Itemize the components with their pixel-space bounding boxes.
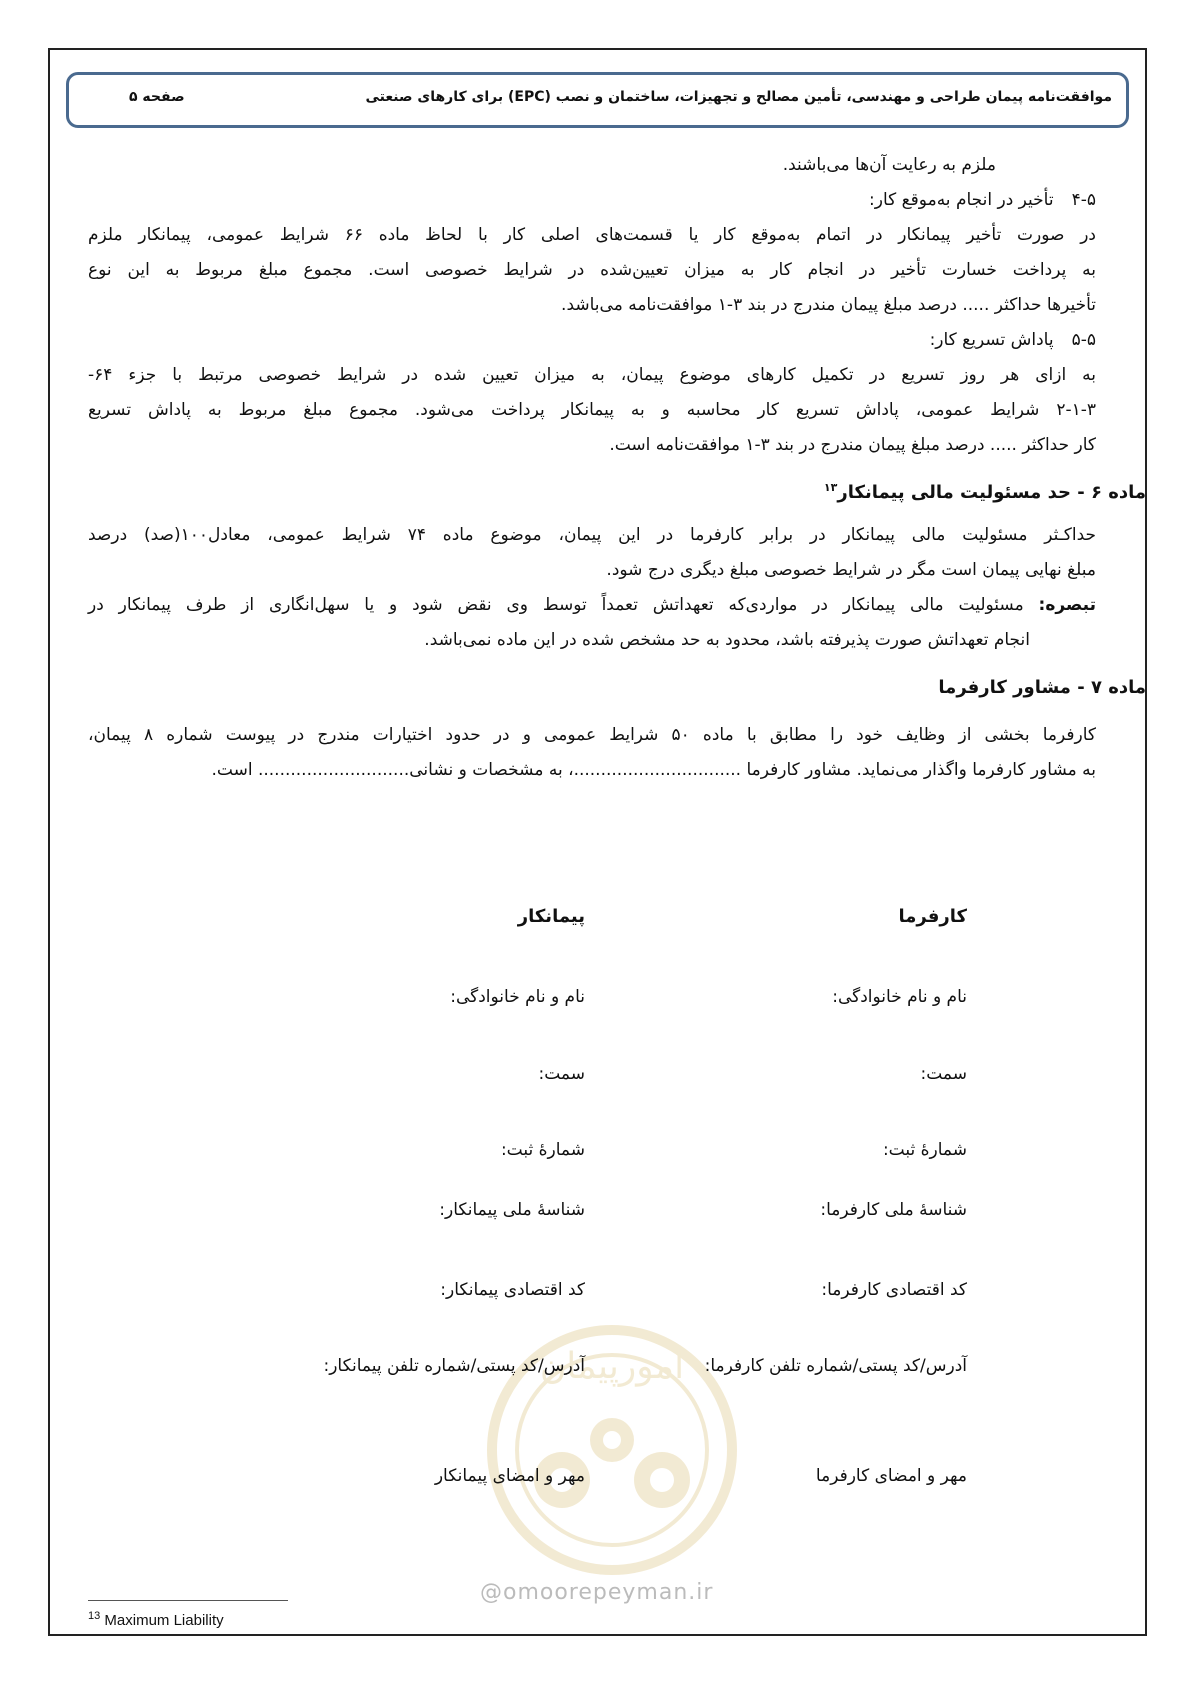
section-number: ۴-۵: [1071, 190, 1096, 210]
footnote-number: 13: [88, 1610, 101, 1622]
footnote-divider: [88, 1600, 288, 1601]
paragraph-line: کار حداکثر ..... درصد مبلغ پیمان مندرج در بند ۳-۱ موافقت‌نامه است.: [609, 435, 1096, 455]
employer-heading: کارفرما: [898, 906, 967, 927]
note-text: مسئولیت مالی پیمانکار در مواردی‌که تعهداتش تعمداً توسط وی نقض شود و یا سهل‌انگاری از طرف پیمانکار در: [88, 595, 1039, 615]
employer-address-label: آدرس/کد پستی/شماره تلفن کارفرما:: [704, 1356, 967, 1376]
contractor-national-id-label: شناسهٔ ملی پیمانکار:: [439, 1200, 585, 1220]
paragraph-line: به ازای هر روز تسریع در تکمیل کارهای موضوع پیمان، به میزان تعیین شده در شرایط خصوصی مرتبط با جزء ۶۴-: [88, 365, 1096, 385]
note-line: [88, 588, 1096, 623]
header-title: موافقت‌نامه پیمان طراحی و مهندسی، تأمین مصالح و تجهیزات، ساختمان و نصب (EPC) برای کارهای صنعتی: [365, 89, 1112, 105]
contractor-heading: پیمانکار: [517, 906, 585, 927]
contractor-name-label: نام و نام خانوادگی:: [450, 987, 585, 1007]
watermark-logo-icon: [462, 1300, 762, 1600]
section-4-5-title: [869, 183, 1096, 218]
article-6-heading: [824, 470, 1146, 510]
employer-econ-code-label: کد اقتصادی کارفرما:: [821, 1280, 967, 1300]
continued-line: ملزم به رعایت آن‌ها می‌باشند.: [782, 155, 996, 175]
paragraph-line: تأخیرها حداکثر ..... درصد مبلغ پیمان مندرج در بند ۳-۱ موافقت‌نامه می‌باشد.: [561, 295, 1096, 315]
employer-national-id-label: شناسهٔ ملی کارفرما:: [820, 1200, 967, 1220]
contractor-address-label: آدرس/کد پستی/شماره تلفن پیمانکار:: [323, 1356, 585, 1376]
contractor-position-label: سمت:: [538, 1064, 585, 1084]
footnote-ref: ۱۳: [823, 481, 838, 494]
note-line-2: انجام تعهداتش صورت پذیرفته باشد، محدود به حد مشخص شده در این ماده نمی‌باشد.: [424, 630, 1030, 650]
section-5-5-title: [930, 323, 1096, 358]
article-7-heading: ماده ۷ - مشاور کارفرما: [938, 677, 1146, 698]
paragraph-line: کارفرما بخشی از وظایف خود را مطابق با ماده ۵۰ شرایط عمومی و در حدود اختیارات مندرج در پیوست شماره ۸ پیمان،: [88, 725, 1096, 745]
article-heading-text: ماده ۶ - حد مسئولیت مالی پیمانکار: [837, 482, 1146, 503]
employer-name-label: نام و نام خانوادگی:: [832, 987, 967, 1007]
page-number: صفحه ۵: [129, 89, 185, 105]
paragraph-line: به مشاور کارفرما واگذار می‌نماید. مشاور کارفرما ...............................، به مشخصات و نشانی............................ است.: [211, 760, 1096, 780]
contractor-seal-label: مهر و امضای پیمانکار: [434, 1466, 585, 1486]
document-header: [66, 72, 1129, 128]
paragraph-line: حداکـثر مسئولیت مالی پیمانکار در برابر کارفرما در این پیمان، موضوع ماده ۷۴ شرایط عمومی، معادل۱۰۰(صد) درصد: [88, 525, 1097, 545]
paragraph-line: مبلغ نهایی پیمان است مگر در شرایط خصوصی مبلغ دیگری درج شود.: [606, 560, 1096, 580]
employer-seal-label: مهر و امضای کارفرما: [815, 1466, 967, 1486]
watermark-url: @omoorepeyman.ir: [480, 1580, 714, 1605]
footnote-text: Maximum Liability: [104, 1612, 224, 1629]
section-title: تأخیر در انجام به‌موقع کار:: [869, 190, 1054, 210]
note-label: تبصره:: [1038, 595, 1096, 615]
section-number: ۵-۵: [1071, 330, 1096, 350]
employer-position-label: سمت:: [920, 1064, 967, 1084]
footnote: [88, 1610, 224, 1629]
contractor-reg-label: شمارهٔ ثبت:: [500, 1140, 585, 1160]
employer-reg-label: شمارهٔ ثبت:: [882, 1140, 967, 1160]
contractor-econ-code-label: کد اقتصادی پیمانکار:: [440, 1280, 585, 1300]
section-title: پاداش تسریع کار:: [929, 330, 1054, 350]
paragraph-line: ۲-۱-۳ شرایط عمومی، پاداش تسریع کار محاسبه و به پیمانکار پرداخت می‌شود. مجموع مبلغ مربوط به پاداش تسریع: [88, 400, 1096, 420]
paragraph-line: به پرداخت خسارت تأخیر در انجام کار به میزان تعیین‌شده در شرایط خصوصی است. مجموع مبلغ مربوط به این نوع: [88, 260, 1096, 280]
watermark-logo-text: امورپیمان: [539, 1346, 685, 1387]
paragraph-line: در صورت تأخیر پیمانکار در اتمام به‌موقع کار یا قسمت‌های اصلی کار با لحاظ ماده ۶۶ شرایط عمومی، پیمانکار ملزم: [88, 225, 1096, 245]
